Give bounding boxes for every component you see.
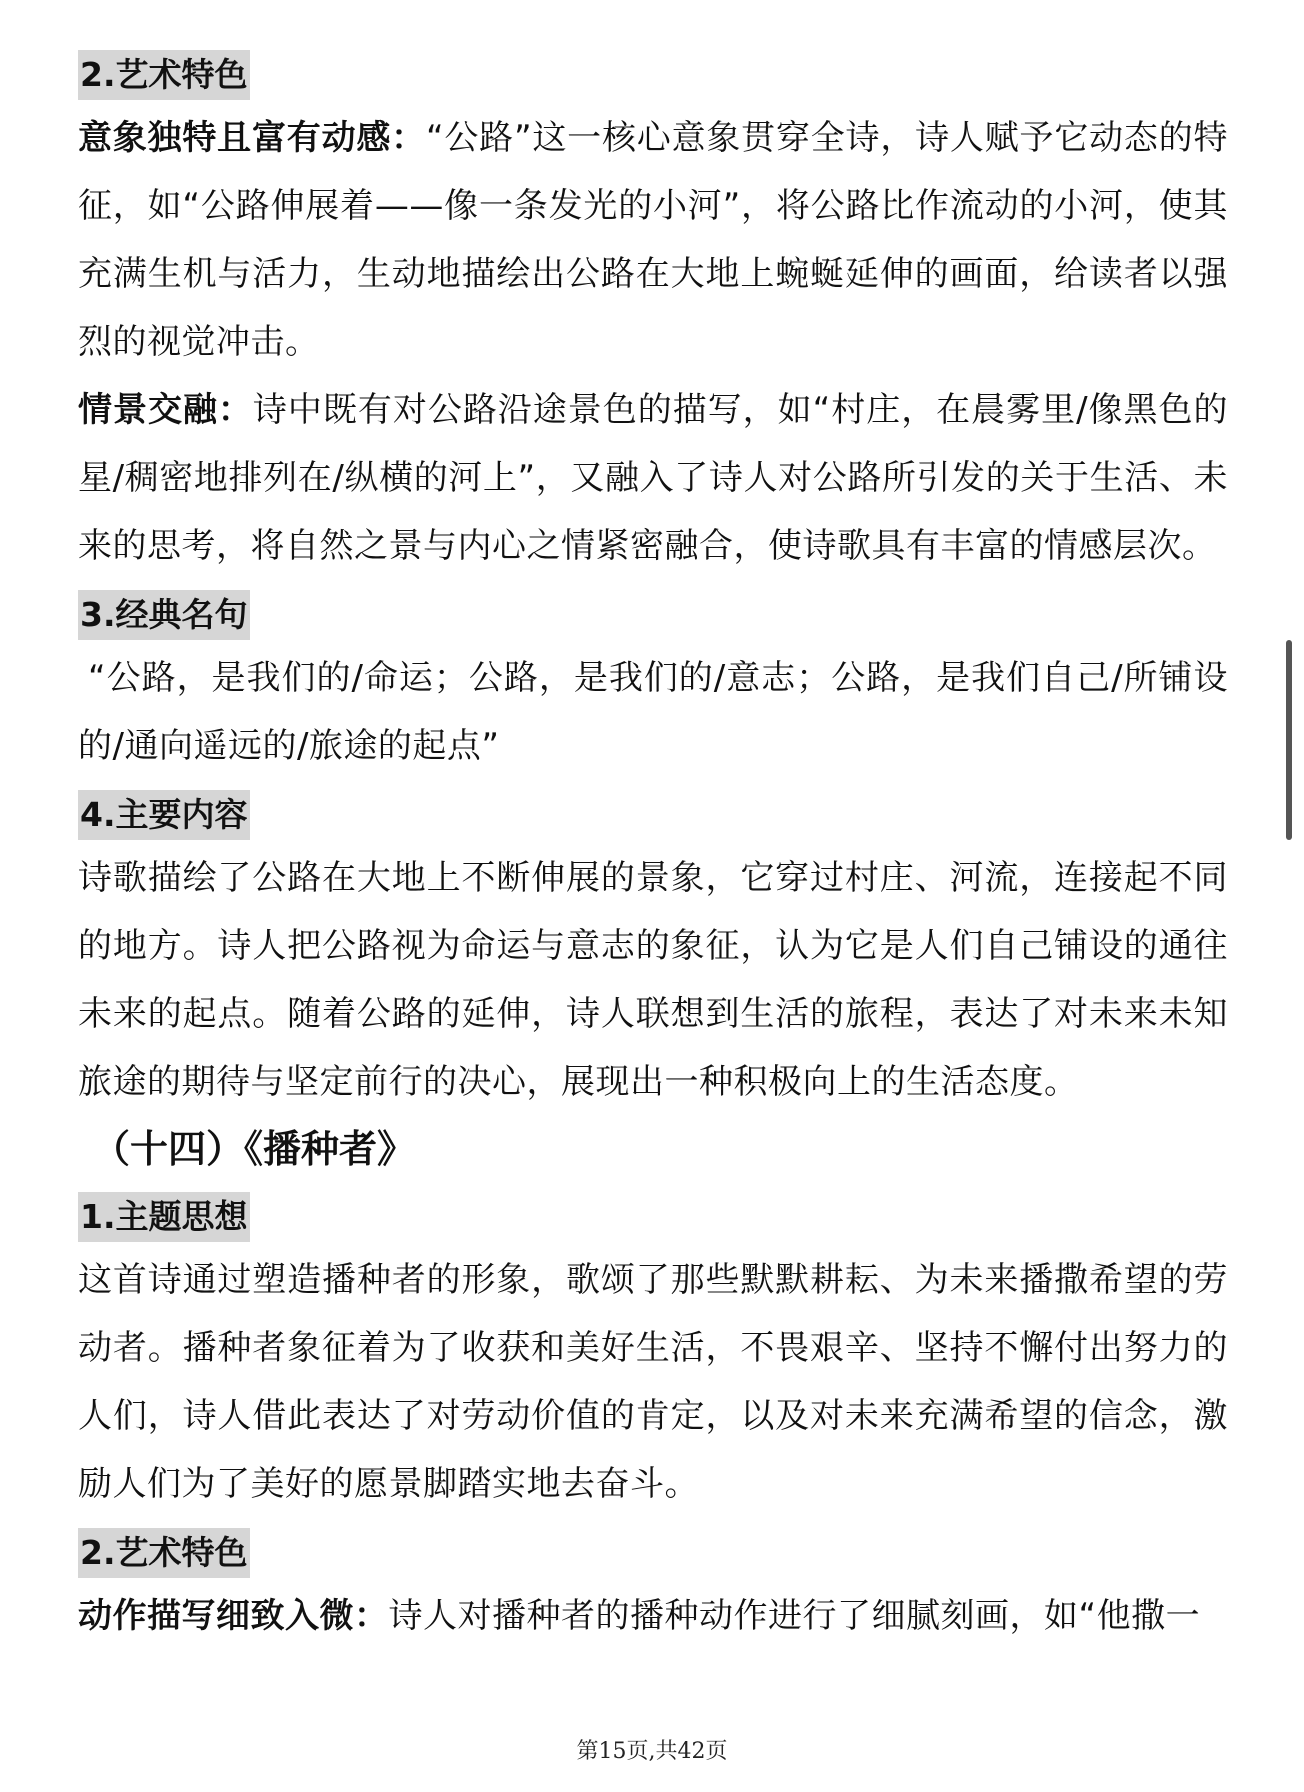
paragraph-action-description	[78, 1582, 1228, 1650]
paragraph-text: 诗人对播种者的播种动作进行了细腻刻画，如“他撒一	[388, 1596, 1201, 1636]
scrollbar-thumb[interactable]	[1286, 640, 1292, 840]
document-page	[78, 40, 1228, 1650]
paragraph-text: 诗中既有对公路沿途景色的描写，如“村庄，在晨雾里/像黑色的星/稠密地排列在/纵横的河上”，又融入了诗人对公路所引发的关于生活、未来的思考，将自然之景与内心之情紧密融合，使诗歌具有丰富的情感层次。	[78, 390, 1228, 566]
paragraph-label: 情景交融：	[78, 390, 253, 430]
paragraph-theme: 这首诗通过塑造播种者的形象，歌颂了那些默默耕耘、为未来播撒希望的劳动者。播种者象征着为了收获和美好生活，不畏艰辛、坚持不懈付出努力的人们，诗人借此表达了对劳动价值的肯定，以及对未来充满希望的信念，激励人们为了美好的愿景脚踏实地去奋斗。	[78, 1260, 1228, 1504]
paragraph-quote: “公路，是我们的/命运；公路，是我们的/意志；公路，是我们自己/所铺设的/通向遥远的/旅途的起点”	[78, 658, 1228, 766]
heading-classic-quotes: 3.经典名句	[78, 590, 250, 640]
paragraph-text: “公路”这一核心意象贯穿全诗，诗人赋予它动态的特征，如“公路伸展着——像一条发光的小河”，将公路比作流动的小河，使其充满生机与活力，生动地描绘出公路在大地上蜿蜒延伸的画面，给读者以强烈的视觉冲击。	[78, 118, 1229, 362]
page-number: 第15页,共42页	[576, 1739, 728, 1764]
section-title-sower: （十四）《播种者》	[92, 1127, 416, 1171]
heading-art-features-sower: 2.艺术特色	[78, 1528, 250, 1578]
heading-art-features: 2.艺术特色	[78, 50, 250, 100]
paragraph-imagery	[78, 104, 1228, 376]
heading-main-content: 4.主要内容	[78, 790, 250, 840]
paragraph-main-content: 诗歌描绘了公路在大地上不断伸展的景象，它穿过村庄、河流，连接起不同的地方。诗人把公路视为命运与意志的象征，认为它是人们自己铺设的通往未来的起点。随着公路的延伸，诗人联想到生活的旅程，表达了对未来未知旅途的期待与坚定前行的决心，展现出一种积极向上的生活态度。	[78, 858, 1228, 1102]
paragraph-label: 意象独特且富有动感：	[78, 118, 426, 158]
paragraph-scene-emotion	[78, 376, 1228, 580]
paragraph-label: 动作描写细致入微：	[78, 1596, 389, 1636]
heading-theme: 1.主题思想	[78, 1192, 250, 1242]
